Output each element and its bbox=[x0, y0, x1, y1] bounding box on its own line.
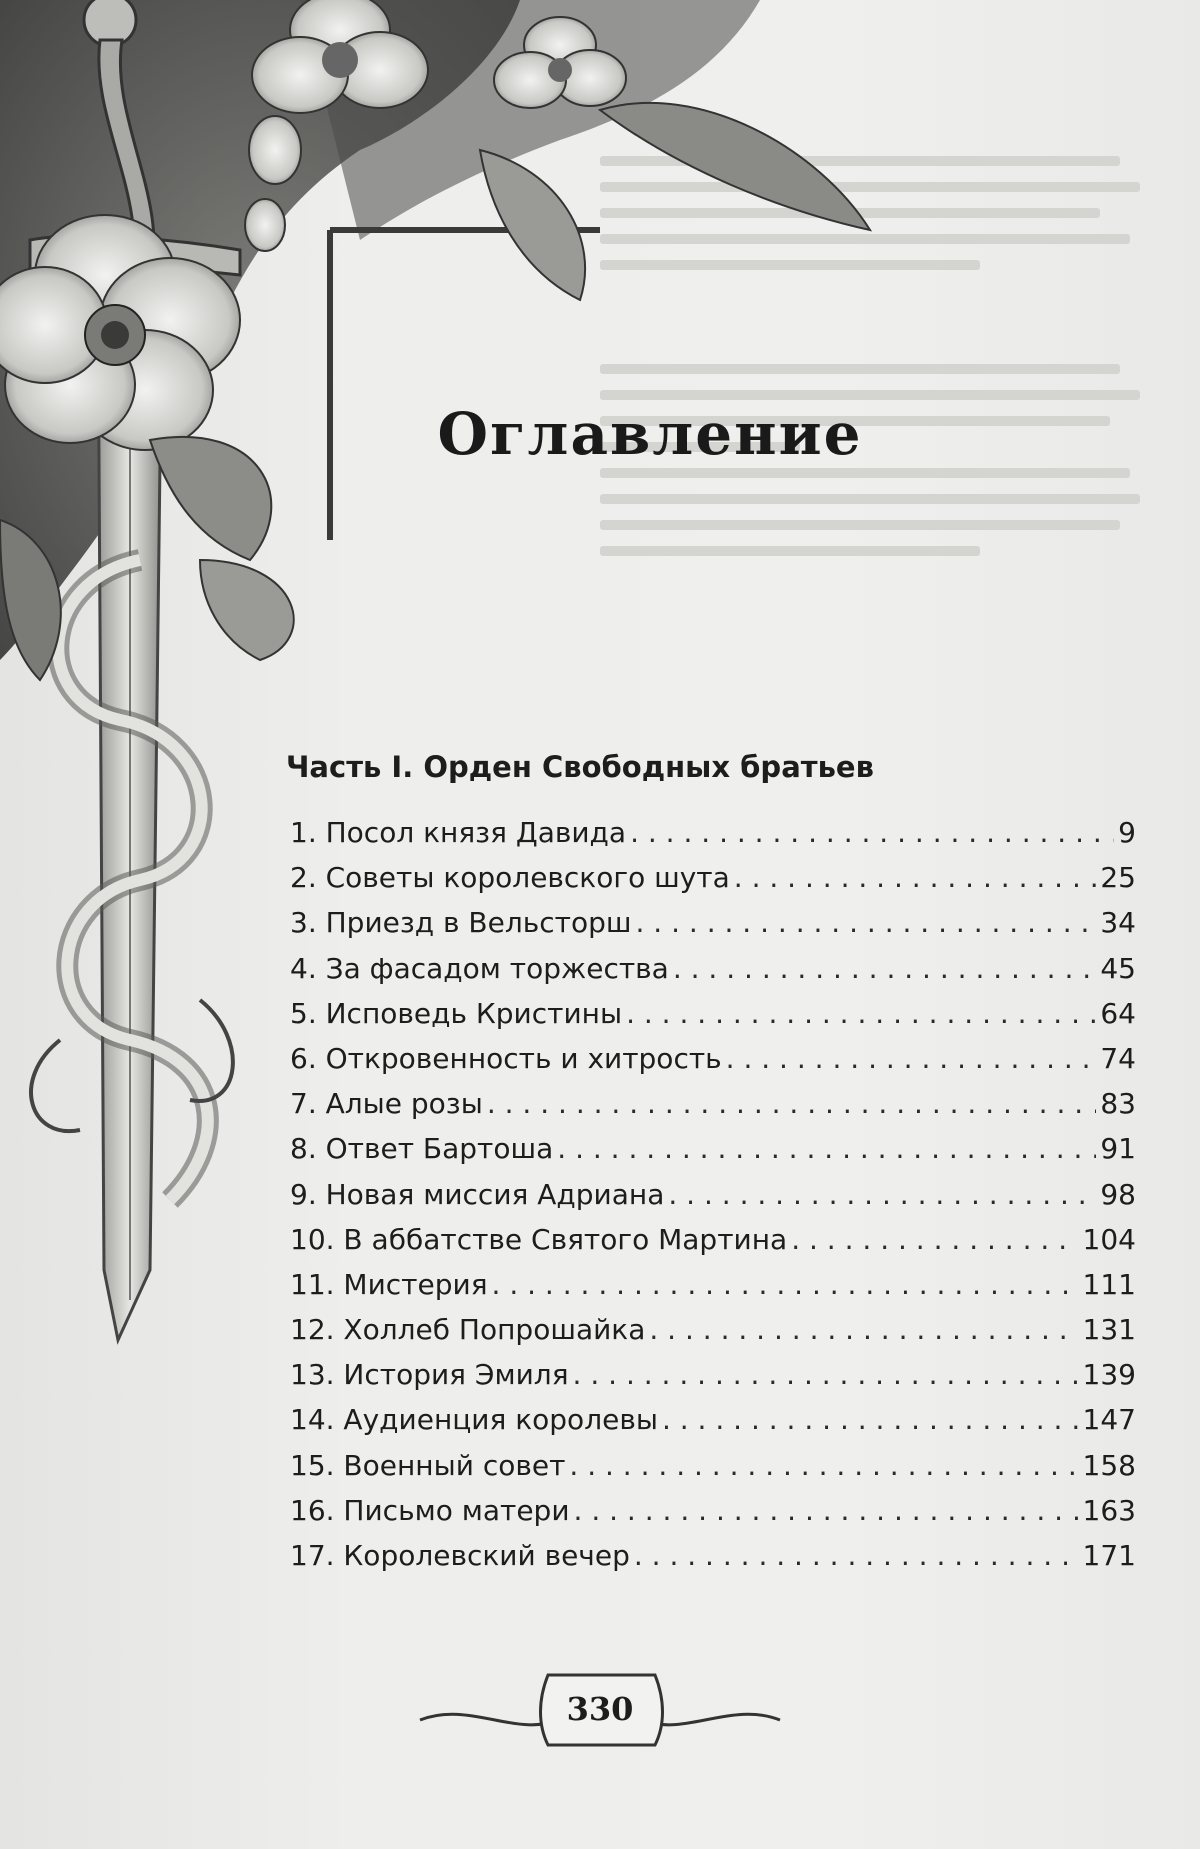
toc-entry-title: 10. В аббатстве Святого Мартина bbox=[290, 1222, 788, 1256]
toc-entry bbox=[290, 1132, 1136, 1177]
toc-entry bbox=[290, 906, 1136, 951]
dot-leader bbox=[734, 861, 1097, 894]
page-title: Оглавление bbox=[437, 400, 863, 468]
toc-entry-page: 147 bbox=[1082, 1403, 1136, 1437]
toc-entry-page: 163 bbox=[1082, 1493, 1136, 1527]
toc-entry-title: 1. Посол князя Давида bbox=[290, 816, 627, 849]
dot-leader bbox=[569, 1449, 1078, 1482]
dot-leader bbox=[726, 1042, 1097, 1075]
dot-leader bbox=[649, 1313, 1078, 1346]
page-footer bbox=[420, 1668, 780, 1758]
dot-leader bbox=[557, 1132, 1096, 1165]
toc-entry-title: 15. Военный совет bbox=[290, 1448, 566, 1482]
toc-entry bbox=[290, 1178, 1136, 1223]
toc-entry bbox=[290, 861, 1136, 906]
toc-entry-page: 64 bbox=[1100, 996, 1136, 1030]
toc-entry-page: 83 bbox=[1100, 1087, 1136, 1121]
toc-entry-page: 91 bbox=[1100, 1132, 1136, 1166]
toc-entry-page: 25 bbox=[1100, 861, 1136, 895]
toc-entry bbox=[290, 1223, 1136, 1268]
toc-entry bbox=[290, 1087, 1136, 1132]
toc-entry bbox=[290, 997, 1136, 1042]
toc-entry-page: 158 bbox=[1082, 1448, 1136, 1482]
toc-entry-title: 3. Приезд в Вельсторш bbox=[290, 906, 632, 940]
toc-entry-title: 13. История Эмиля bbox=[290, 1358, 569, 1392]
dot-leader bbox=[573, 1358, 1079, 1391]
toc-entry-title: 4. За фасадом торжества bbox=[290, 951, 669, 985]
toc-entry-title: 6. Откровенность и хитрость bbox=[290, 1041, 722, 1075]
toc-entry bbox=[290, 816, 1136, 861]
toc-entry-page: 104 bbox=[1082, 1222, 1136, 1256]
toc-entry-page: 45 bbox=[1100, 951, 1136, 985]
toc-entry-page: 74 bbox=[1100, 1041, 1136, 1075]
toc-entry-title: 12. Холлеб Попрошайка bbox=[290, 1313, 646, 1347]
dot-leader bbox=[626, 997, 1096, 1030]
table-of-contents bbox=[290, 816, 1136, 1584]
toc-entry bbox=[290, 1358, 1136, 1403]
toc-entry-title: 9. Новая миссия Адриана bbox=[290, 1177, 665, 1211]
toc-entry-page: 98 bbox=[1100, 1177, 1136, 1211]
toc-entry-page: 131 bbox=[1082, 1313, 1136, 1347]
toc-entry-title: 2. Советы королевского шута bbox=[290, 861, 730, 895]
dot-leader bbox=[668, 1178, 1096, 1211]
toc-entry-page: 34 bbox=[1100, 906, 1136, 940]
toc-entry-page: 139 bbox=[1082, 1358, 1136, 1392]
toc-entry bbox=[290, 1539, 1136, 1584]
toc-entry bbox=[290, 1313, 1136, 1358]
toc-entry bbox=[290, 1403, 1136, 1448]
toc-entry-page: 111 bbox=[1082, 1267, 1136, 1301]
dot-leader bbox=[662, 1403, 1079, 1436]
dot-leader bbox=[630, 816, 1114, 849]
toc-entry-title: 16. Письмо матери bbox=[290, 1493, 570, 1527]
dot-leader bbox=[492, 1268, 1079, 1301]
toc-entry-title: 8. Ответ Бартоша bbox=[290, 1132, 554, 1166]
toc-entry-page: 171 bbox=[1082, 1539, 1136, 1572]
dot-leader bbox=[791, 1223, 1078, 1256]
dot-leader bbox=[487, 1087, 1097, 1120]
toc-entry bbox=[290, 1449, 1136, 1494]
toc-entry-title: 14. Аудиенция королевы bbox=[290, 1403, 658, 1437]
toc-entry bbox=[290, 952, 1136, 997]
toc-entry-title: 17. Королевский вечер bbox=[290, 1539, 630, 1572]
dot-leader bbox=[635, 906, 1096, 939]
toc-entry-title: 7. Алые розы bbox=[290, 1087, 483, 1121]
part-heading: Часть I. Орден Свободных братьев bbox=[286, 750, 874, 784]
dot-leader bbox=[574, 1494, 1079, 1527]
toc-entry bbox=[290, 1042, 1136, 1087]
page-number: 330 bbox=[566, 1690, 634, 1728]
toc-entry-title: 5. Исповедь Кристины bbox=[290, 996, 623, 1030]
toc-entry-page: 9 bbox=[1118, 816, 1136, 849]
dot-leader bbox=[673, 952, 1097, 985]
toc-entry bbox=[290, 1494, 1136, 1539]
toc-entry bbox=[290, 1268, 1136, 1313]
toc-entry-title: 11. Мистерия bbox=[290, 1267, 488, 1301]
dot-leader bbox=[634, 1539, 1079, 1572]
